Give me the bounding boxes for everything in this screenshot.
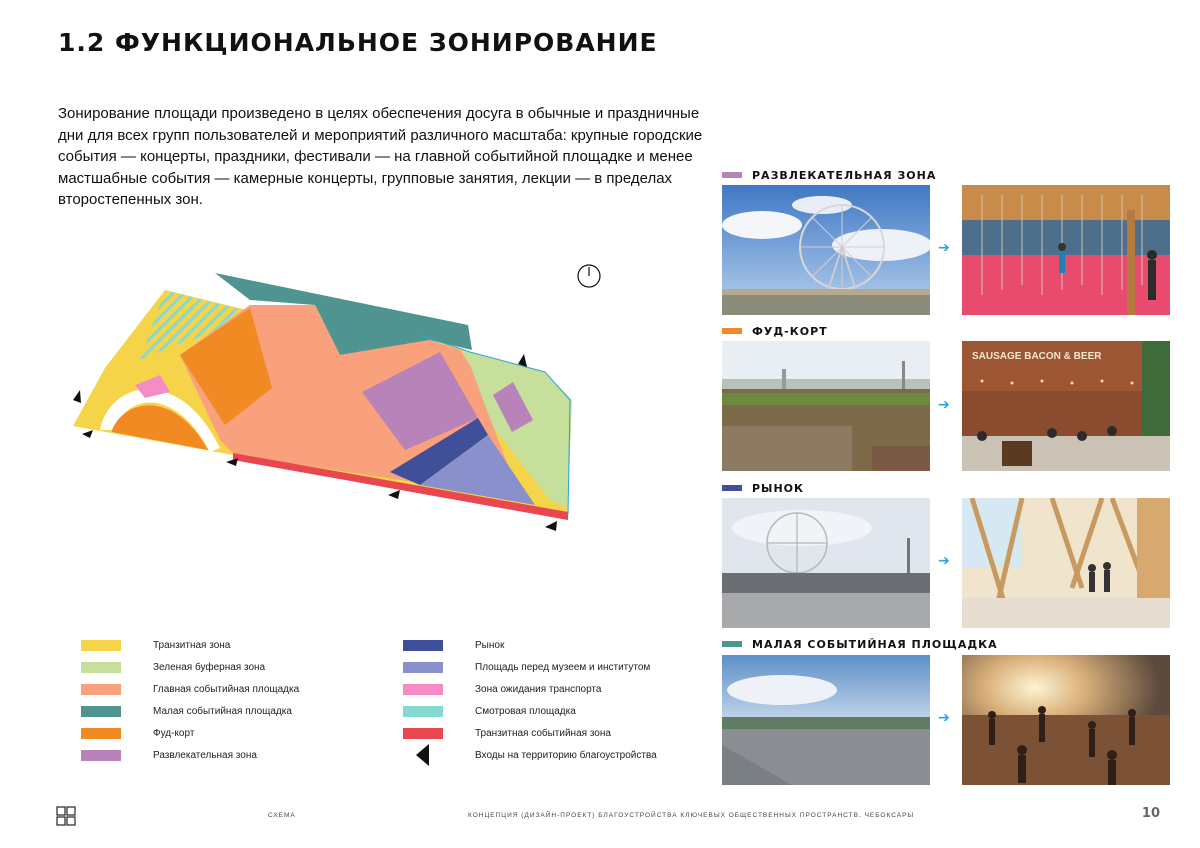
footer-project-title: КОНЦЕПЦИЯ (ДИЗАЙН-ПРОЕКТ) БЛАГОУСТРОЙСТВА КЛЮЧЕВЫХ ОБЩЕСТВЕННЫХ ПРОСТРАНСТВ. ЧЕБОКСАРЫ xyxy=(468,812,915,819)
legend-label: Главная событийная площадка xyxy=(153,683,300,695)
zone-header-small-event xyxy=(722,636,998,652)
legend-item xyxy=(403,679,601,699)
entrance-marker xyxy=(545,521,557,531)
legend-label: Зона ожидания транспорта xyxy=(475,683,602,695)
logo-icon xyxy=(56,806,76,826)
photo-ferris-wheel-before xyxy=(722,185,930,315)
intro-paragraph: Зонирование площади произведено в целях обеспечения досуга в обычные и праздничные дни для всех групп пользователей и мероприятий различного масштаба: крупные городские события — концерты, праздники, фестивали — на главной событийной площадке и менее мастшабные события — камерные концерты, групповые занятия, лекции — в пределах второстепенных зон. xyxy=(58,105,703,208)
entrance-marker xyxy=(73,390,81,403)
legend-item xyxy=(81,679,299,699)
page-title: 1.2 ФУНКЦИОНАЛЬНОЕ ЗОНИРОВАНИЕ xyxy=(58,28,658,57)
photo-outdoor-yoga xyxy=(962,655,1170,785)
legend-swatch xyxy=(81,706,121,717)
arrow-right-icon: ➔ xyxy=(938,240,950,256)
legend-swatch xyxy=(403,640,443,651)
arrow-right-icon: ➔ xyxy=(938,397,950,413)
entrance-marker xyxy=(226,458,238,466)
legend-swatch xyxy=(403,684,443,695)
legend-label: Смотровая площадка xyxy=(475,705,576,717)
legend-swatch xyxy=(81,728,121,739)
legend-swatch xyxy=(403,662,443,673)
zone-header-label: МАЛАЯ СОБЫТИЙНАЯ ПЛОЩАДКА xyxy=(752,637,998,651)
page-number: 10 xyxy=(1141,806,1160,821)
legend-item xyxy=(81,745,257,765)
entrance-marker xyxy=(82,430,93,438)
legend-swatch xyxy=(403,706,443,717)
zone-color-square xyxy=(722,641,742,647)
zone-color-square xyxy=(722,172,742,178)
legend-item xyxy=(403,745,657,765)
arrow-right-icon: ➔ xyxy=(938,553,950,569)
photo-wooden-pavilion xyxy=(962,498,1170,628)
zone-header-label: РЫНОК xyxy=(752,481,805,495)
legend-swatch xyxy=(81,640,121,651)
legend-label: Площадь перед музеем и институтом xyxy=(475,661,651,673)
legend-swatch xyxy=(81,684,121,695)
photo-embankment-before xyxy=(722,655,930,785)
zone-header-market xyxy=(722,480,804,496)
zoning-site-plan xyxy=(60,250,600,540)
legend-label: Развлекательная зона xyxy=(153,749,257,761)
legend-label: Входы на территорию благоустройства xyxy=(475,749,657,761)
zone-header-entertainment xyxy=(722,167,936,183)
legend-swatch xyxy=(81,662,121,673)
zone-color-square xyxy=(722,485,742,491)
arrow-right-icon: ➔ xyxy=(938,710,950,726)
legend-label: Фуд-корт xyxy=(153,727,195,739)
legend-item xyxy=(81,723,194,743)
entrance-marker xyxy=(388,490,400,499)
legend-item xyxy=(403,701,576,721)
photo-swing-carousel xyxy=(962,185,1170,315)
legend-item xyxy=(403,635,504,655)
zone-color-square xyxy=(722,328,742,334)
legend-item xyxy=(81,635,230,655)
zone-header-food-court xyxy=(722,323,828,339)
legend-swatch xyxy=(81,750,121,761)
photo-empty-lot xyxy=(722,341,930,471)
beer-garden-sign: SAUSAGE BACON & BEER xyxy=(972,351,1102,362)
zone-header-label: РАЗВЛЕКАТЕЛЬНАЯ ЗОНА xyxy=(752,168,937,182)
legend-item xyxy=(81,657,265,677)
photo-market-before xyxy=(722,498,930,628)
legend-label: Транзитная зона xyxy=(153,639,231,651)
footer-section-label: СХЕМА xyxy=(268,812,296,819)
entrance-marker-icon xyxy=(403,744,443,766)
legend-item xyxy=(403,657,650,677)
legend-label: Транзитная событийная зона xyxy=(475,727,611,739)
legend-label: Малая событийная площадка xyxy=(153,705,292,717)
legend-item xyxy=(81,701,292,721)
legend-label: Зеленая буферная зона xyxy=(153,661,266,673)
zone-header-label: ФУД-КОРТ xyxy=(752,324,828,338)
photo-beer-garden xyxy=(962,341,1170,471)
legend-item xyxy=(403,723,611,743)
legend-swatch xyxy=(403,728,443,739)
legend-label: Рынок xyxy=(475,639,505,651)
